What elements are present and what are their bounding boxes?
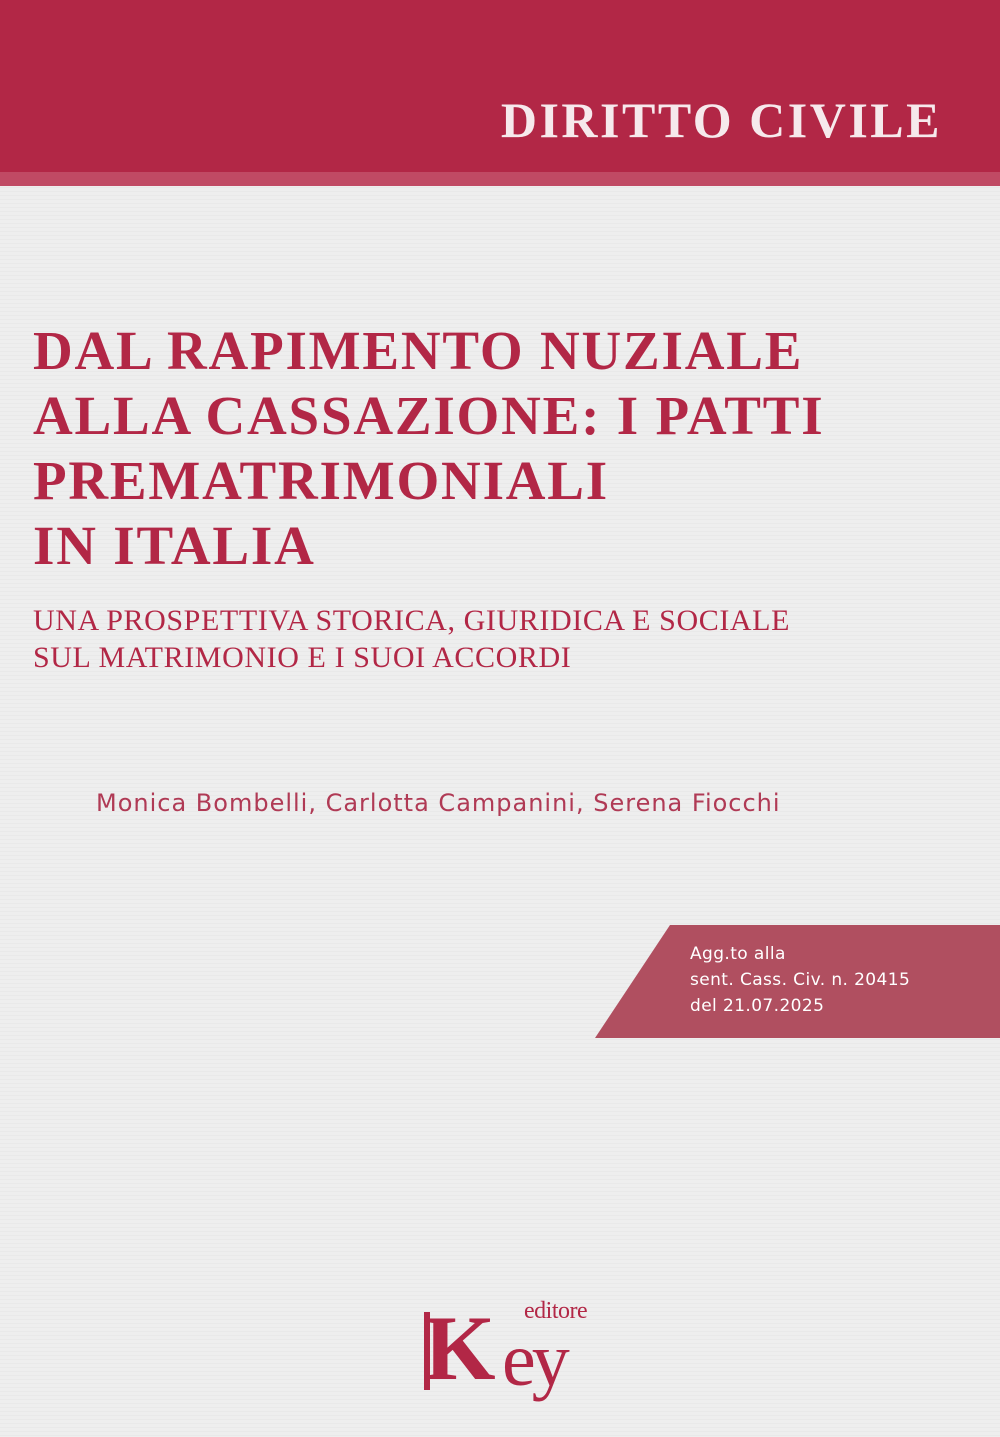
update-line: Agg.to alla xyxy=(690,944,786,964)
authors: Monica Bombelli, Carlotta Campanini, Serena Fiocchi xyxy=(96,789,781,817)
book-title xyxy=(33,318,973,578)
update-line: del 21.07.2025 xyxy=(690,996,825,1016)
subtitle-line: UNA PROSPETTIVA STORICA, GIURIDICA E SOCIALE xyxy=(33,604,791,637)
title-line: DAL RAPIMENTO NUZIALE xyxy=(33,320,804,381)
update-badge-text xyxy=(690,941,910,1019)
logo-ey: ey xyxy=(502,1318,566,1402)
series-label: DIRITTO CIVILE xyxy=(500,92,942,148)
key-editore-logo xyxy=(424,1297,588,1408)
title-line: ALLA CASSAZIONE: I PATTI xyxy=(33,385,825,446)
book-subtitle xyxy=(33,602,973,676)
logo-editore: editore xyxy=(524,1298,588,1324)
title-line: IN ITALIA xyxy=(33,515,316,576)
update-badge xyxy=(595,925,1000,1038)
subtitle-line: SUL MATRIMONIO E I SUOI ACCORDI xyxy=(33,641,572,674)
header-stripe xyxy=(0,172,1000,186)
update-line: sent. Cass. Civ. n. 20415 xyxy=(690,970,911,990)
logo-k: K xyxy=(424,1297,486,1399)
title-line: PREMATRIMONIALI xyxy=(33,450,609,511)
